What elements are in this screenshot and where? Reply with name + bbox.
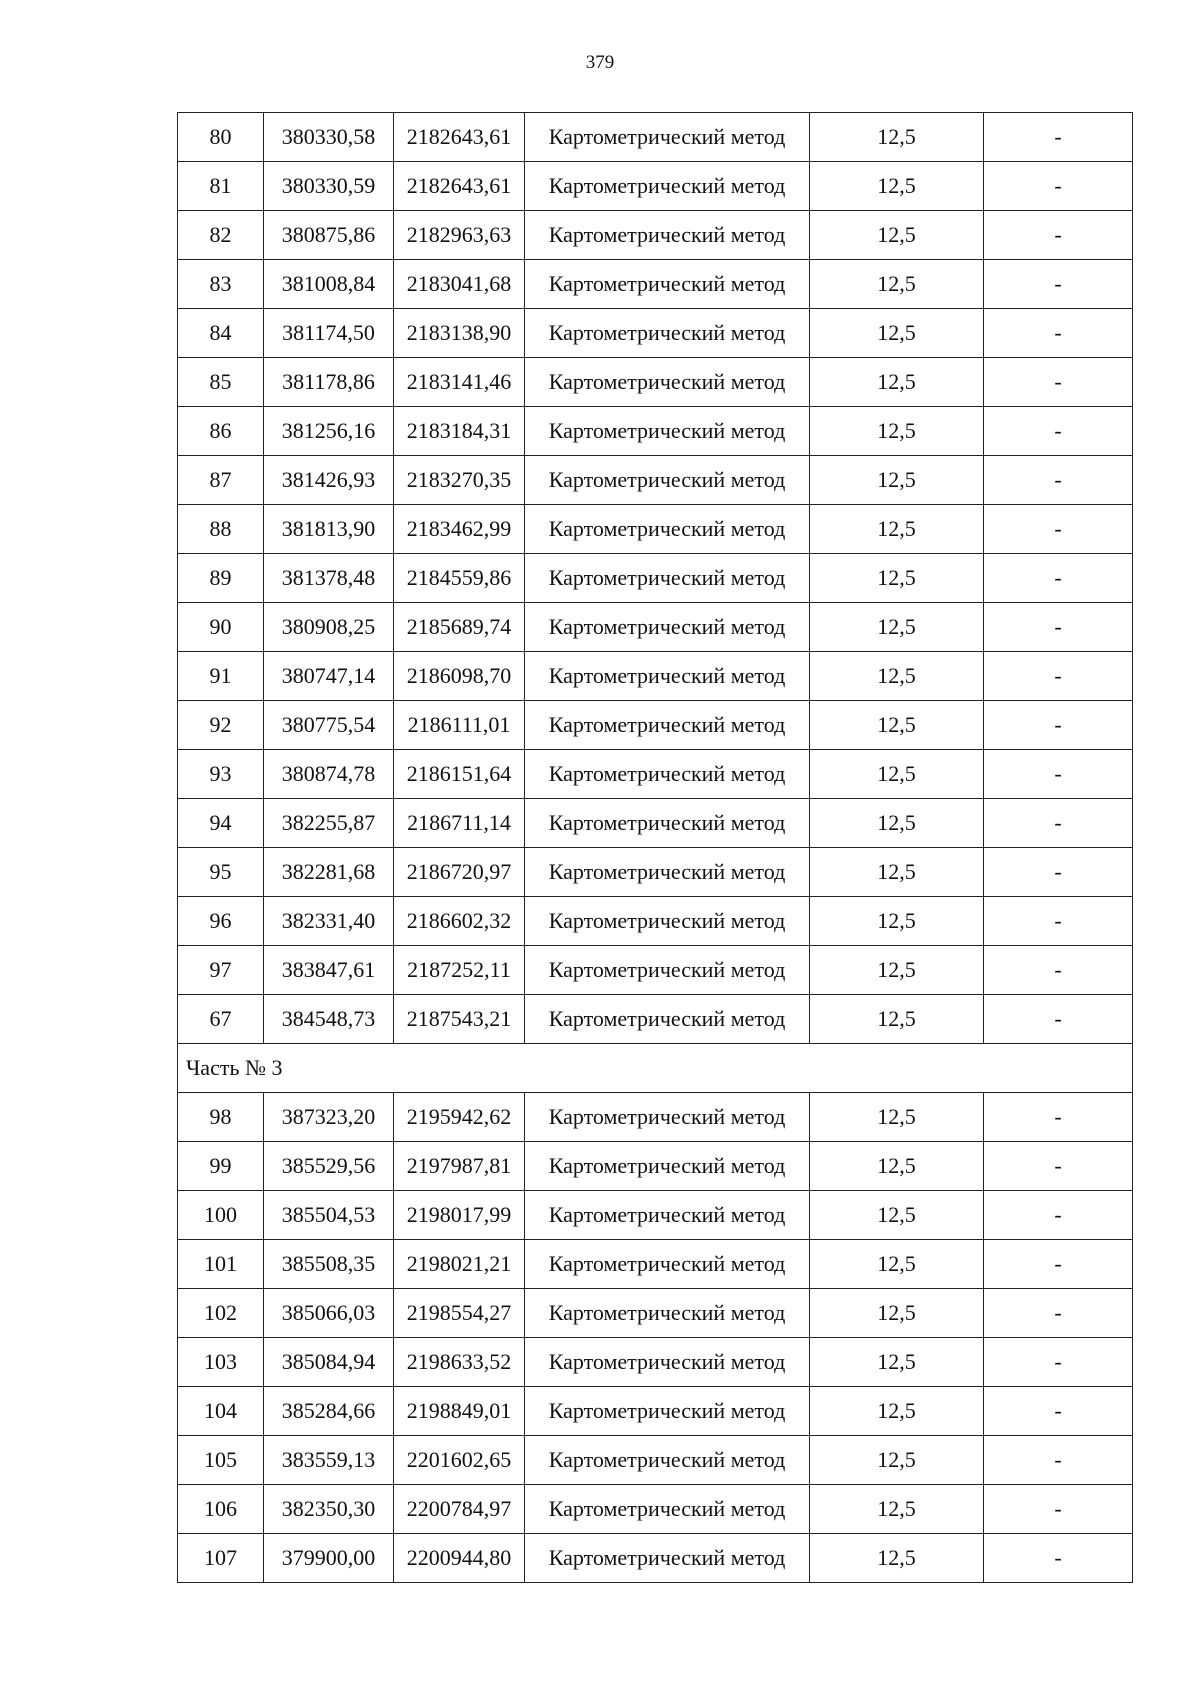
x-coordinate-cell: 385508,35 xyxy=(264,1240,394,1289)
y-coordinate-cell: 2198849,01 xyxy=(394,1387,525,1436)
point-number-cell: 87 xyxy=(178,456,264,505)
description-cell: - xyxy=(984,505,1133,554)
point-number-cell: 96 xyxy=(178,897,264,946)
y-coordinate-cell: 2186111,01 xyxy=(394,701,525,750)
x-coordinate-cell: 379900,00 xyxy=(264,1534,394,1583)
method-cell: Картометрический метод xyxy=(525,750,810,799)
accuracy-cell: 12,5 xyxy=(810,1338,984,1387)
y-coordinate-cell: 2198633,52 xyxy=(394,1338,525,1387)
accuracy-cell: 12,5 xyxy=(810,1387,984,1436)
y-coordinate-cell: 2195942,62 xyxy=(394,1093,525,1142)
accuracy-cell: 12,5 xyxy=(810,1534,984,1583)
accuracy-cell: 12,5 xyxy=(810,113,984,162)
accuracy-cell: 12,5 xyxy=(810,1436,984,1485)
description-cell: - xyxy=(984,1093,1133,1142)
description-cell: - xyxy=(984,1289,1133,1338)
point-number-cell: 91 xyxy=(178,652,264,701)
accuracy-cell: 12,5 xyxy=(810,652,984,701)
x-coordinate-cell: 382331,40 xyxy=(264,897,394,946)
table-row xyxy=(178,848,1133,897)
method-cell: Картометрический метод xyxy=(525,897,810,946)
y-coordinate-cell: 2186720,97 xyxy=(394,848,525,897)
table-row xyxy=(178,309,1133,358)
x-coordinate-cell: 382350,30 xyxy=(264,1485,394,1534)
method-cell: Картометрический метод xyxy=(525,505,810,554)
y-coordinate-cell: 2186602,32 xyxy=(394,897,525,946)
method-cell: Картометрический метод xyxy=(525,701,810,750)
accuracy-cell: 12,5 xyxy=(810,211,984,260)
method-cell: Картометрический метод xyxy=(525,358,810,407)
description-cell: - xyxy=(984,652,1133,701)
description-cell: - xyxy=(984,848,1133,897)
accuracy-cell: 12,5 xyxy=(810,750,984,799)
method-cell: Картометрический метод xyxy=(525,1387,810,1436)
section-label: Часть № 3 xyxy=(178,1044,1133,1093)
accuracy-cell: 12,5 xyxy=(810,995,984,1044)
y-coordinate-cell: 2187543,21 xyxy=(394,995,525,1044)
table-row xyxy=(178,1289,1133,1338)
y-coordinate-cell: 2183184,31 xyxy=(394,407,525,456)
description-cell: - xyxy=(984,1436,1133,1485)
x-coordinate-cell: 384548,73 xyxy=(264,995,394,1044)
point-number-cell: 80 xyxy=(178,113,264,162)
point-number-cell: 99 xyxy=(178,1142,264,1191)
description-cell: - xyxy=(984,995,1133,1044)
accuracy-cell: 12,5 xyxy=(810,407,984,456)
method-cell: Картометрический метод xyxy=(525,113,810,162)
x-coordinate-cell: 380330,59 xyxy=(264,162,394,211)
point-number-cell: 100 xyxy=(178,1191,264,1240)
x-coordinate-cell: 381378,48 xyxy=(264,554,394,603)
x-coordinate-cell: 381426,93 xyxy=(264,456,394,505)
point-number-cell: 89 xyxy=(178,554,264,603)
description-cell: - xyxy=(984,358,1133,407)
description-cell: - xyxy=(984,260,1133,309)
y-coordinate-cell: 2183138,90 xyxy=(394,309,525,358)
y-coordinate-cell: 2182643,61 xyxy=(394,162,525,211)
table-row xyxy=(178,701,1133,750)
accuracy-cell: 12,5 xyxy=(810,848,984,897)
description-cell: - xyxy=(984,1240,1133,1289)
method-cell: Картометрический метод xyxy=(525,1289,810,1338)
table-row xyxy=(178,456,1133,505)
y-coordinate-cell: 2198554,27 xyxy=(394,1289,525,1338)
y-coordinate-cell: 2200784,97 xyxy=(394,1485,525,1534)
method-cell: Картометрический метод xyxy=(525,995,810,1044)
point-number-cell: 104 xyxy=(178,1387,264,1436)
method-cell: Картометрический метод xyxy=(525,1436,810,1485)
y-coordinate-cell: 2186098,70 xyxy=(394,652,525,701)
table-row xyxy=(178,897,1133,946)
description-cell: - xyxy=(984,113,1133,162)
table-row xyxy=(178,995,1133,1044)
table-row xyxy=(178,554,1133,603)
point-number-cell: 82 xyxy=(178,211,264,260)
y-coordinate-cell: 2182963,63 xyxy=(394,211,525,260)
x-coordinate-cell: 385529,56 xyxy=(264,1142,394,1191)
description-cell: - xyxy=(984,1534,1133,1583)
accuracy-cell: 12,5 xyxy=(810,1289,984,1338)
table-row xyxy=(178,358,1133,407)
point-number-cell: 83 xyxy=(178,260,264,309)
point-number-cell: 97 xyxy=(178,946,264,995)
description-cell: - xyxy=(984,799,1133,848)
y-coordinate-cell: 2186711,14 xyxy=(394,799,525,848)
table-row xyxy=(178,1191,1133,1240)
accuracy-cell: 12,5 xyxy=(810,309,984,358)
method-cell: Картометрический метод xyxy=(525,260,810,309)
table-row xyxy=(178,1534,1133,1583)
method-cell: Картометрический метод xyxy=(525,1485,810,1534)
y-coordinate-cell: 2201602,65 xyxy=(394,1436,525,1485)
y-coordinate-cell: 2198021,21 xyxy=(394,1240,525,1289)
description-cell: - xyxy=(984,603,1133,652)
point-number-cell: 94 xyxy=(178,799,264,848)
description-cell: - xyxy=(984,1191,1133,1240)
x-coordinate-cell: 380747,14 xyxy=(264,652,394,701)
x-coordinate-cell: 381178,86 xyxy=(264,358,394,407)
point-number-cell: 105 xyxy=(178,1436,264,1485)
x-coordinate-cell: 383559,13 xyxy=(264,1436,394,1485)
y-coordinate-cell: 2187252,11 xyxy=(394,946,525,995)
table-row xyxy=(178,505,1133,554)
point-number-cell: 95 xyxy=(178,848,264,897)
y-coordinate-cell: 2197987,81 xyxy=(394,1142,525,1191)
x-coordinate-cell: 380875,86 xyxy=(264,211,394,260)
method-cell: Картометрический метод xyxy=(525,603,810,652)
table-row xyxy=(178,162,1133,211)
x-coordinate-cell: 380330,58 xyxy=(264,113,394,162)
accuracy-cell: 12,5 xyxy=(810,260,984,309)
table-body-part-b xyxy=(178,1093,1133,1583)
point-number-cell: 85 xyxy=(178,358,264,407)
table-row xyxy=(178,1436,1133,1485)
accuracy-cell: 12,5 xyxy=(810,1240,984,1289)
x-coordinate-cell: 381256,16 xyxy=(264,407,394,456)
method-cell: Картометрический метод xyxy=(525,456,810,505)
method-cell: Картометрический метод xyxy=(525,1191,810,1240)
accuracy-cell: 12,5 xyxy=(810,799,984,848)
description-cell: - xyxy=(984,456,1133,505)
method-cell: Картометрический метод xyxy=(525,1534,810,1583)
section-row xyxy=(178,1044,1133,1093)
table-row xyxy=(178,211,1133,260)
table-row xyxy=(178,1387,1133,1436)
table-row xyxy=(178,750,1133,799)
method-cell: Картометрический метод xyxy=(525,407,810,456)
point-number-cell: 81 xyxy=(178,162,264,211)
table-row xyxy=(178,603,1133,652)
table-row xyxy=(178,652,1133,701)
x-coordinate-cell: 385066,03 xyxy=(264,1289,394,1338)
description-cell: - xyxy=(984,1338,1133,1387)
y-coordinate-cell: 2184559,86 xyxy=(394,554,525,603)
description-cell: - xyxy=(984,162,1133,211)
y-coordinate-cell: 2183141,46 xyxy=(394,358,525,407)
table-row xyxy=(178,1240,1133,1289)
point-number-cell: 107 xyxy=(178,1534,264,1583)
accuracy-cell: 12,5 xyxy=(810,456,984,505)
x-coordinate-cell: 385504,53 xyxy=(264,1191,394,1240)
y-coordinate-cell: 2186151,64 xyxy=(394,750,525,799)
y-coordinate-cell: 2182643,61 xyxy=(394,113,525,162)
coordinates-table xyxy=(177,112,1133,1583)
point-number-cell: 106 xyxy=(178,1485,264,1534)
description-cell: - xyxy=(984,946,1133,995)
point-number-cell: 88 xyxy=(178,505,264,554)
point-number-cell: 90 xyxy=(178,603,264,652)
table-section-header xyxy=(178,1044,1133,1093)
y-coordinate-cell: 2198017,99 xyxy=(394,1191,525,1240)
description-cell: - xyxy=(984,1485,1133,1534)
table-row xyxy=(178,1485,1133,1534)
description-cell: - xyxy=(984,701,1133,750)
y-coordinate-cell: 2183041,68 xyxy=(394,260,525,309)
point-number-cell: 102 xyxy=(178,1289,264,1338)
page-number: 379 xyxy=(585,52,615,73)
accuracy-cell: 12,5 xyxy=(810,554,984,603)
point-number-cell: 93 xyxy=(178,750,264,799)
x-coordinate-cell: 385084,94 xyxy=(264,1338,394,1387)
accuracy-cell: 12,5 xyxy=(810,603,984,652)
accuracy-cell: 12,5 xyxy=(810,505,984,554)
accuracy-cell: 12,5 xyxy=(810,1191,984,1240)
table-row xyxy=(178,1093,1133,1142)
table-row xyxy=(178,113,1133,162)
method-cell: Картометрический метод xyxy=(525,946,810,995)
x-coordinate-cell: 387323,20 xyxy=(264,1093,394,1142)
point-number-cell: 86 xyxy=(178,407,264,456)
method-cell: Картометрический метод xyxy=(525,1142,810,1191)
method-cell: Картометрический метод xyxy=(525,309,810,358)
table-row xyxy=(178,799,1133,848)
table-row xyxy=(178,1142,1133,1191)
accuracy-cell: 12,5 xyxy=(810,701,984,750)
table-row xyxy=(178,946,1133,995)
method-cell: Картометрический метод xyxy=(525,1240,810,1289)
point-number-cell: 101 xyxy=(178,1240,264,1289)
accuracy-cell: 12,5 xyxy=(810,1093,984,1142)
method-cell: Картометрический метод xyxy=(525,211,810,260)
method-cell: Картометрический метод xyxy=(525,1093,810,1142)
description-cell: - xyxy=(984,1142,1133,1191)
table-body-part-a xyxy=(178,113,1133,1044)
x-coordinate-cell: 381813,90 xyxy=(264,505,394,554)
point-number-cell: 67 xyxy=(178,995,264,1044)
accuracy-cell: 12,5 xyxy=(810,897,984,946)
y-coordinate-cell: 2200944,80 xyxy=(394,1534,525,1583)
table-row xyxy=(178,1338,1133,1387)
y-coordinate-cell: 2183462,99 xyxy=(394,505,525,554)
accuracy-cell: 12,5 xyxy=(810,162,984,211)
accuracy-cell: 12,5 xyxy=(810,946,984,995)
table-row xyxy=(178,260,1133,309)
y-coordinate-cell: 2185689,74 xyxy=(394,603,525,652)
method-cell: Картометрический метод xyxy=(525,799,810,848)
point-number-cell: 98 xyxy=(178,1093,264,1142)
x-coordinate-cell: 385284,66 xyxy=(264,1387,394,1436)
description-cell: - xyxy=(984,554,1133,603)
method-cell: Картометрический метод xyxy=(525,652,810,701)
x-coordinate-cell: 382281,68 xyxy=(264,848,394,897)
table-row xyxy=(178,407,1133,456)
point-number-cell: 92 xyxy=(178,701,264,750)
accuracy-cell: 12,5 xyxy=(810,1485,984,1534)
description-cell: - xyxy=(984,897,1133,946)
x-coordinate-cell: 381008,84 xyxy=(264,260,394,309)
x-coordinate-cell: 380908,25 xyxy=(264,603,394,652)
description-cell: - xyxy=(984,211,1133,260)
accuracy-cell: 12,5 xyxy=(810,1142,984,1191)
method-cell: Картометрический метод xyxy=(525,848,810,897)
point-number-cell: 103 xyxy=(178,1338,264,1387)
x-coordinate-cell: 380874,78 xyxy=(264,750,394,799)
accuracy-cell: 12,5 xyxy=(810,358,984,407)
method-cell: Картометрический метод xyxy=(525,554,810,603)
description-cell: - xyxy=(984,407,1133,456)
method-cell: Картометрический метод xyxy=(525,1338,810,1387)
point-number-cell: 84 xyxy=(178,309,264,358)
description-cell: - xyxy=(984,750,1133,799)
method-cell: Картометрический метод xyxy=(525,162,810,211)
x-coordinate-cell: 383847,61 xyxy=(264,946,394,995)
description-cell: - xyxy=(984,1387,1133,1436)
x-coordinate-cell: 382255,87 xyxy=(264,799,394,848)
y-coordinate-cell: 2183270,35 xyxy=(394,456,525,505)
description-cell: - xyxy=(984,309,1133,358)
x-coordinate-cell: 381174,50 xyxy=(264,309,394,358)
x-coordinate-cell: 380775,54 xyxy=(264,701,394,750)
